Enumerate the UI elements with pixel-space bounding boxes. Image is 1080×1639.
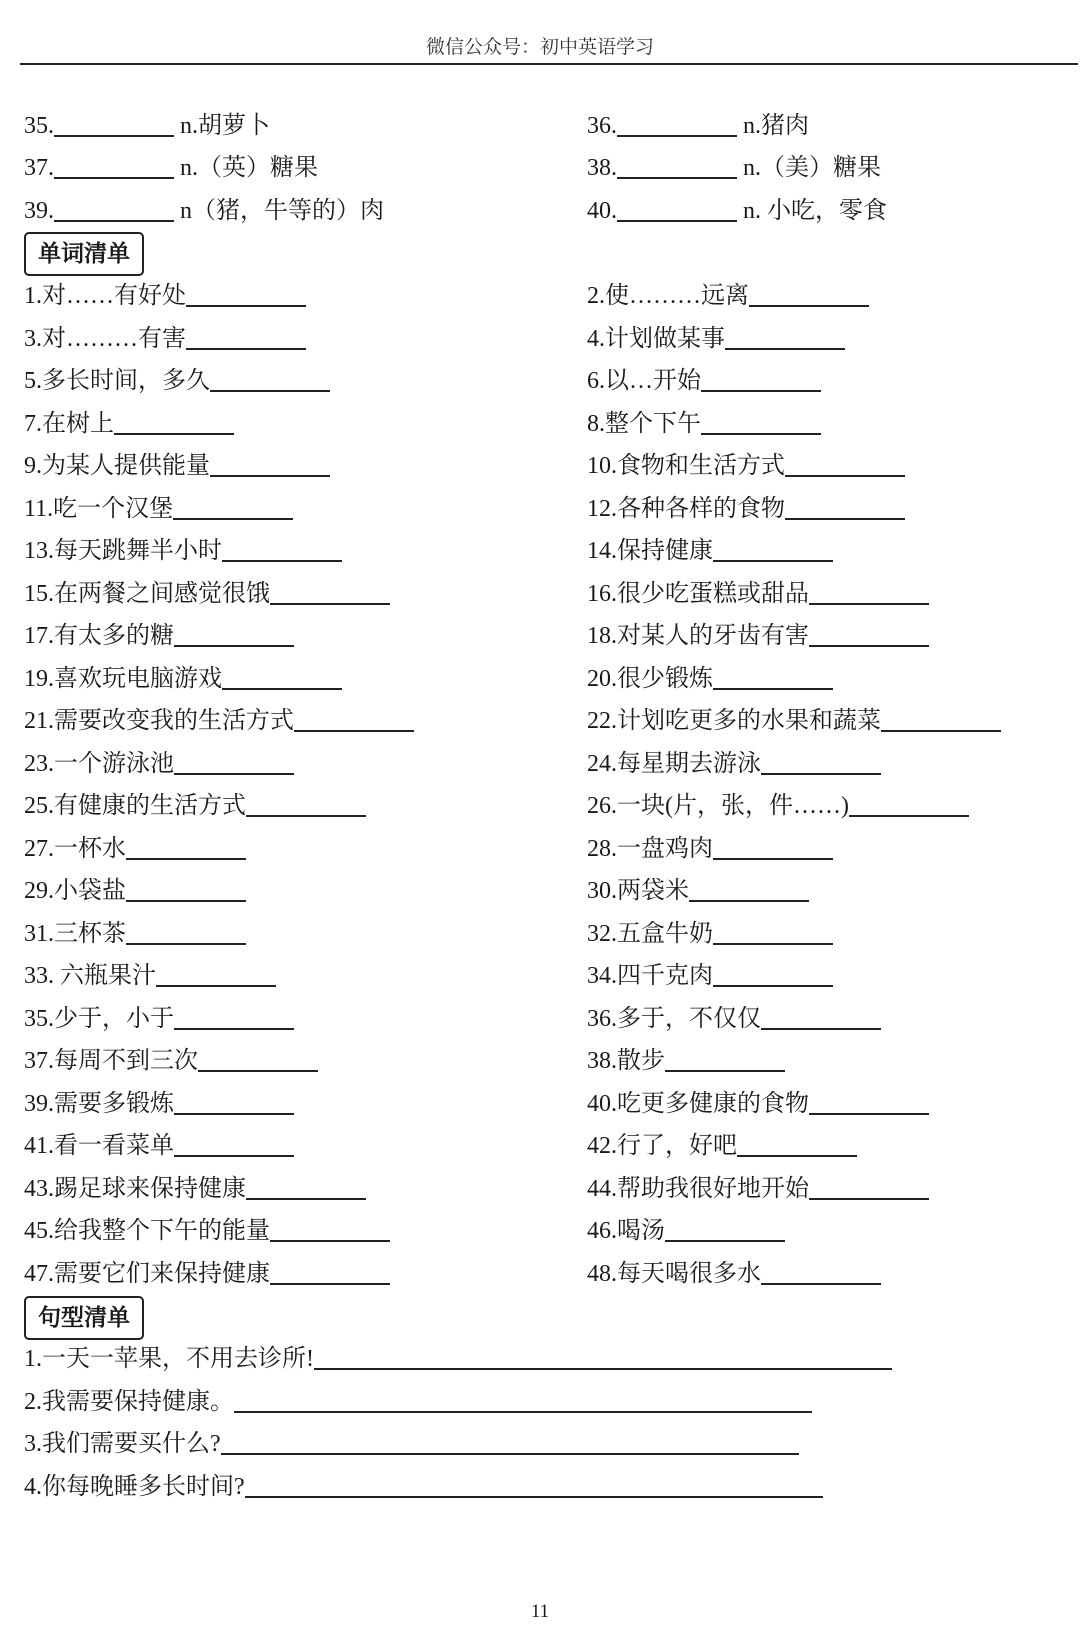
word-prompt: 35.少于，小于 [24, 1006, 174, 1032]
word-prompt: 47.需要它们来保持健康 [24, 1261, 270, 1287]
item-meaning: n. 小吃，零食 [737, 198, 887, 224]
word-prompt: 32.五盒牛奶 [587, 921, 713, 947]
word-item-left [24, 1039, 318, 1083]
answer-blank[interactable] [174, 773, 294, 775]
answer-blank[interactable] [701, 433, 821, 435]
answer-blank[interactable] [881, 730, 1001, 732]
vocab-item-right [587, 146, 881, 190]
word-row [0, 1209, 1080, 1253]
word-item-right [587, 1252, 881, 1296]
word-item-left [24, 657, 342, 701]
answer-blank[interactable] [174, 645, 294, 647]
word-prompt: 21.需要改变我的生活方式 [24, 708, 294, 734]
word-prompt: 38.散步 [587, 1048, 665, 1074]
word-item-right [587, 274, 869, 318]
item-number: 38. [587, 155, 617, 181]
sentence-row [0, 1337, 1080, 1381]
answer-blank[interactable] [54, 220, 174, 222]
word-row [0, 1039, 1080, 1083]
word-prompt: 5.多长时间，多久 [24, 368, 210, 394]
answer-blank[interactable] [713, 560, 833, 562]
word-row [0, 912, 1080, 956]
answer-blank[interactable] [186, 305, 306, 307]
word-item-left [24, 742, 294, 786]
word-prompt: 12.各种各样的食物 [587, 496, 785, 522]
answer-blank[interactable] [761, 1283, 881, 1285]
item-number: 40. [587, 198, 617, 224]
word-prompt: 45.给我整个下午的能量 [24, 1218, 270, 1244]
answer-blank[interactable] [761, 773, 881, 775]
word-prompt: 26.一块(片，张，件……) [587, 793, 849, 819]
answer-blank[interactable] [126, 943, 246, 945]
word-prompt: 7.在树上 [24, 411, 114, 437]
answer-blank[interactable] [809, 603, 929, 605]
word-row [0, 1167, 1080, 1211]
word-item-right [587, 444, 905, 488]
word-row [0, 529, 1080, 573]
word-prompt: 43.踢足球来保持健康 [24, 1176, 246, 1202]
word-prompt: 46.喝汤 [587, 1218, 665, 1244]
header-divider [20, 63, 1078, 65]
sentence-item [24, 1422, 799, 1466]
answer-blank[interactable] [761, 1028, 881, 1030]
word-item-left [24, 699, 414, 743]
answer-blank[interactable] [701, 390, 821, 392]
answer-blank[interactable] [725, 348, 845, 350]
section-label-words: 单词清单 [24, 232, 144, 276]
word-prompt: 4.计划做某事 [587, 326, 725, 352]
word-prompt: 13.每天跳舞半小时 [24, 538, 222, 564]
word-row [0, 784, 1080, 828]
word-row [0, 1082, 1080, 1126]
answer-blank[interactable] [198, 1070, 318, 1072]
item-meaning: n.（英）糖果 [174, 155, 318, 181]
word-prompt: 33. 六瓶果汁 [24, 963, 156, 989]
word-row [0, 317, 1080, 361]
answer-blank[interactable] [665, 1070, 785, 1072]
word-item-left [24, 317, 306, 361]
answer-blank[interactable] [270, 1283, 390, 1285]
sentence-item [24, 1337, 892, 1381]
word-prompt: 40.吃更多健康的食物 [587, 1091, 809, 1117]
word-item-left [24, 827, 246, 871]
word-prompt: 41.看一看菜单 [24, 1133, 174, 1159]
answer-blank[interactable] [221, 1453, 799, 1455]
word-item-right [587, 572, 929, 616]
answer-blank[interactable] [294, 730, 414, 732]
answer-blank[interactable] [222, 688, 342, 690]
word-item-left [24, 444, 330, 488]
word-row [0, 572, 1080, 616]
word-prompt: 3.对………有害 [24, 326, 186, 352]
item-meaning: n（猪，牛等的）肉 [174, 198, 384, 224]
vocab-item-left [24, 104, 270, 148]
answer-blank[interactable] [246, 815, 366, 817]
answer-blank[interactable] [173, 518, 293, 520]
sentence-item [24, 1380, 812, 1424]
word-prompt: 8.整个下午 [587, 411, 701, 437]
word-item-right [587, 529, 833, 573]
answer-blank[interactable] [749, 305, 869, 307]
answer-blank[interactable] [246, 1198, 366, 1200]
answer-blank[interactable] [785, 475, 905, 477]
answer-blank[interactable] [186, 348, 306, 350]
item-meaning: n.（美）糖果 [737, 155, 881, 181]
word-item-left [24, 997, 294, 1041]
word-item-right [587, 1167, 929, 1211]
word-prompt: 27.一杯水 [24, 836, 126, 862]
word-row [0, 869, 1080, 913]
word-row [0, 402, 1080, 446]
word-row [0, 1124, 1080, 1168]
word-row [0, 657, 1080, 701]
answer-blank[interactable] [617, 220, 737, 222]
word-row [0, 487, 1080, 531]
vocab-item-right [587, 189, 887, 233]
word-item-left [24, 1082, 294, 1126]
answer-blank[interactable] [54, 135, 174, 137]
sentence-prompt: 3.我们需要买什么? [24, 1431, 221, 1457]
answer-blank[interactable] [617, 135, 737, 137]
word-item-right [587, 827, 833, 871]
word-prompt: 9.为某人提供能量 [24, 453, 210, 479]
word-item-left [24, 1209, 390, 1253]
answer-blank[interactable] [245, 1496, 823, 1498]
word-row [0, 699, 1080, 743]
word-prompt: 18.对某人的牙齿有害 [587, 623, 809, 649]
item-number: 35. [24, 113, 54, 139]
answer-blank[interactable] [270, 603, 390, 605]
word-item-right [587, 1082, 929, 1126]
sentence-prompt: 1.一天一苹果，不用去诊所! [24, 1346, 314, 1372]
word-item-left [24, 1124, 294, 1168]
vocab-row [0, 146, 1080, 190]
answer-blank[interactable] [222, 560, 342, 562]
vocab-row [0, 189, 1080, 233]
word-row [0, 827, 1080, 871]
word-row [0, 274, 1080, 318]
word-item-left [24, 1167, 366, 1211]
answer-blank[interactable] [713, 985, 833, 987]
word-item-right [587, 912, 833, 956]
answer-blank[interactable] [270, 1240, 390, 1242]
answer-blank[interactable] [665, 1240, 785, 1242]
word-item-left [24, 274, 306, 318]
word-item-right [587, 954, 833, 998]
word-prompt: 37.每周不到三次 [24, 1048, 198, 1074]
word-prompt: 39.需要多锻炼 [24, 1091, 174, 1117]
word-item-right [587, 317, 845, 361]
word-row [0, 444, 1080, 488]
word-item-left [24, 529, 342, 573]
word-prompt: 20.很少锻炼 [587, 666, 713, 692]
word-item-right [587, 742, 881, 786]
word-prompt: 31.三杯茶 [24, 921, 126, 947]
word-item-right [587, 614, 929, 658]
answer-blank[interactable] [849, 815, 969, 817]
answer-blank[interactable] [174, 1113, 294, 1115]
answer-blank[interactable] [126, 858, 246, 860]
word-item-left [24, 487, 293, 531]
word-prompt: 19.喜欢玩电脑游戏 [24, 666, 222, 692]
answer-blank[interactable] [737, 1155, 857, 1157]
word-item-left [24, 359, 330, 403]
word-item-right [587, 1209, 785, 1253]
word-prompt: 24.每星期去游泳 [587, 751, 761, 777]
word-item-left [24, 912, 246, 956]
word-item-right [587, 657, 833, 701]
answer-blank[interactable] [713, 858, 833, 860]
answer-blank[interactable] [210, 475, 330, 477]
sentence-row [0, 1465, 1080, 1509]
answer-blank[interactable] [174, 1028, 294, 1030]
word-item-right [587, 699, 1001, 743]
word-prompt: 34.四千克肉 [587, 963, 713, 989]
word-prompt: 1.对……有好处 [24, 283, 186, 309]
answer-blank[interactable] [713, 943, 833, 945]
word-row [0, 997, 1080, 1041]
word-prompt: 44.帮助我很好地开始 [587, 1176, 809, 1202]
word-item-right [587, 359, 821, 403]
word-prompt: 25.有健康的生活方式 [24, 793, 246, 819]
sentence-prompt: 2.我需要保持健康。 [24, 1389, 234, 1415]
word-prompt: 11.吃一个汉堡 [24, 496, 174, 522]
word-item-right [587, 1124, 857, 1168]
item-number: 37. [24, 155, 54, 181]
answer-blank[interactable] [809, 1198, 929, 1200]
sentence-prompt: 4.你每晚睡多长时间? [24, 1474, 245, 1500]
word-row [0, 954, 1080, 998]
word-item-left [24, 1252, 390, 1296]
item-number: 39. [24, 198, 54, 224]
page-number: 11 [530, 1601, 550, 1622]
vocab-item-right [587, 104, 809, 148]
word-item-left [24, 572, 390, 616]
answer-blank[interactable] [809, 1113, 929, 1115]
word-row [0, 1252, 1080, 1296]
word-prompt: 48.每天喝很多水 [587, 1261, 761, 1287]
answer-blank[interactable] [689, 900, 809, 902]
answer-blank[interactable] [54, 177, 174, 179]
word-item-right [587, 402, 821, 446]
word-item-left [24, 614, 294, 658]
answer-blank[interactable] [174, 1155, 294, 1157]
word-prompt: 10.食物和生活方式 [587, 453, 785, 479]
answer-blank[interactable] [314, 1368, 892, 1370]
word-item-right [587, 997, 881, 1041]
word-item-left [24, 402, 234, 446]
word-prompt: 23.一个游泳池 [24, 751, 174, 777]
word-item-left [24, 869, 246, 913]
section-label-sentences: 句型清单 [24, 1296, 144, 1340]
answer-blank[interactable] [114, 433, 234, 435]
item-number: 36. [587, 113, 617, 139]
vocab-row [0, 104, 1080, 148]
answer-blank[interactable] [617, 177, 737, 179]
word-prompt: 36.多于，不仅仅 [587, 1006, 761, 1032]
word-prompt: 6.以…开始 [587, 368, 701, 394]
word-item-left [24, 784, 366, 828]
word-prompt: 15.在两餐之间感觉很饿 [24, 581, 270, 607]
word-prompt: 29.小袋盐 [24, 878, 126, 904]
answer-blank[interactable] [126, 900, 246, 902]
answer-blank[interactable] [156, 985, 276, 987]
word-item-left [24, 954, 276, 998]
answer-blank[interactable] [210, 390, 330, 392]
word-prompt: 22.计划吃更多的水果和蔬菜 [587, 708, 881, 734]
answer-blank[interactable] [785, 518, 905, 520]
word-item-right [587, 487, 905, 531]
vocab-item-left [24, 189, 384, 233]
answer-blank[interactable] [234, 1411, 812, 1413]
item-meaning: n.猪肉 [737, 113, 809, 139]
word-item-right [587, 784, 969, 828]
word-item-right [587, 869, 809, 913]
sentence-row [0, 1422, 1080, 1466]
word-prompt: 2.使………远离 [587, 283, 749, 309]
vocab-item-left [24, 146, 318, 190]
sentence-row [0, 1380, 1080, 1424]
item-meaning: n.胡萝卜 [174, 113, 270, 139]
word-prompt: 16.很少吃蛋糕或甜品 [587, 581, 809, 607]
word-row [0, 614, 1080, 658]
word-prompt: 42.行了，好吧 [587, 1133, 737, 1159]
word-item-right [587, 1039, 785, 1083]
answer-blank[interactable] [809, 645, 929, 647]
word-prompt: 28.一盘鸡肉 [587, 836, 713, 862]
word-row [0, 742, 1080, 786]
word-prompt: 17.有太多的糖 [24, 623, 174, 649]
page-header: 微信公众号：初中英语学习 [425, 36, 654, 58]
word-row [0, 359, 1080, 403]
answer-blank[interactable] [713, 688, 833, 690]
sentence-item [24, 1465, 823, 1509]
word-prompt: 30.两袋米 [587, 878, 689, 904]
word-prompt: 14.保持健康 [587, 538, 713, 564]
